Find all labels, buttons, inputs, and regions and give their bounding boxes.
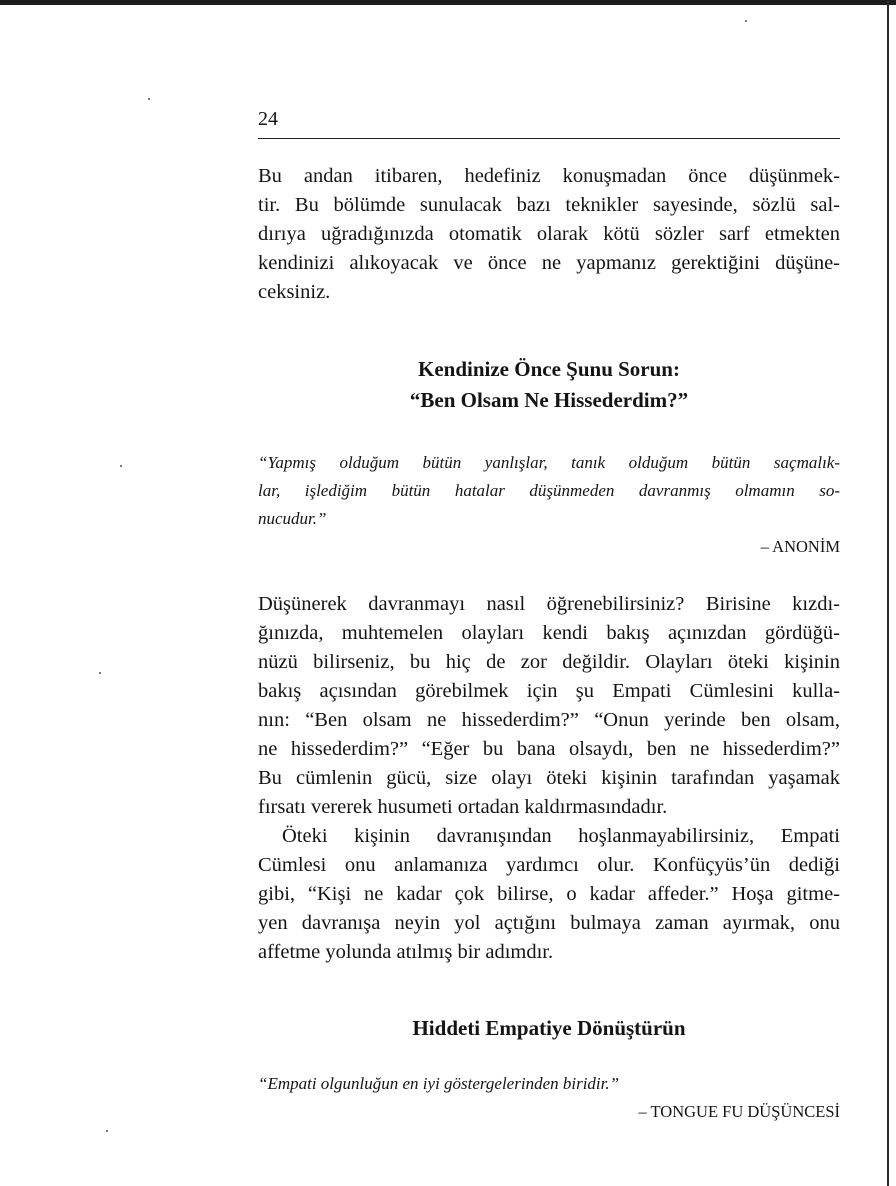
section-heading [258, 354, 840, 416]
text-line: yen davranışa neyin yol açtığını bulmaya zaman ayırmak, onu [258, 912, 840, 934]
text-line: dırıya uğradığınızda otomatik olarak kötü sözler sarf etmekten [258, 223, 840, 245]
heading-line: “Ben Olsam Ne Hissederdim?” [409, 388, 689, 412]
text-line: Cümlesi onu anlamanıza yardımcı olur. Konfüçyüs’ün dediği [258, 854, 840, 876]
intro-paragraph [258, 162, 840, 307]
text-line: nüzü bilirseniz, bu hiç de zor değildir. Olayları öteki kişinin [258, 651, 840, 673]
body-paragraph [258, 822, 840, 967]
text-line: tir. Bu bölümde sunulacak bazı teknikler sayesinde, sözlü sal- [258, 194, 840, 216]
heading-line: Kendinize Önce Şunu Sorun: [418, 357, 680, 381]
quote-line: nucudur.” [258, 509, 327, 528]
header-rule [258, 138, 840, 139]
text-line: ğınızda, muhtemelen olayları kendi bakış açınızdan gördüğü- [258, 622, 840, 644]
epigraph-attribution: – ANONİM [760, 537, 840, 556]
page-number: 24 [258, 108, 278, 130]
epigraph-quote [258, 449, 840, 533]
text-line: Düşünerek davranmayı nasıl öğrenebilirsiniz? Birisine kızdı- [258, 593, 840, 615]
text-line: Bu cümlenin gücü, size olayı öteki kişinin tarafından yaşamak [258, 767, 840, 789]
scan-speck [745, 20, 747, 22]
text-line: affetme yolunda atılmış bir adımdır. [258, 941, 554, 963]
text-line: Bu andan itibaren, hedefiniz konuşmadan önce düşünmek- [258, 165, 840, 187]
scan-speck [106, 1130, 108, 1132]
quote-line: “Empati olgunluğun en iyi göstergelerinden biridir.” [258, 1074, 620, 1093]
text-line: Öteki kişinin davranışından hoşlanmayabilirsiniz, Empati [282, 825, 840, 847]
scan-speck [99, 672, 101, 674]
text-line: gibi, “Kişi ne kadar çok bilirse, o kadar affeder.” Hoşa gitme- [258, 883, 840, 905]
epigraph-attribution: – TONGUE FU DÜŞÜNCESİ [638, 1102, 840, 1121]
text-line: bakış açısından görebilmek için şu Empati Cümlesini kulla- [258, 680, 840, 702]
scan-speck [120, 465, 122, 467]
epigraph-quote [258, 1070, 840, 1098]
top-scan-border [0, 0, 896, 5]
text-line: ceksiniz. [258, 281, 331, 303]
scan-speck [148, 98, 150, 100]
text-line: ne hissederdim?” “Eğer bu bana olsaydı, ben ne hissederdim?” [258, 738, 840, 760]
quote-line: “Yapmış olduğum bütün yanlışlar, tanık olduğum bütün saçmalık- [258, 453, 840, 472]
body-paragraph [258, 590, 840, 822]
quote-line: lar, işlediğim bütün hatalar düşünmeden davranmış olmamın so- [258, 481, 840, 500]
text-line: fırsatı vererek husumeti ortadan kaldırmasındadır. [258, 796, 668, 818]
text-line: kendinizi alıkoyacak ve önce ne yapmanız gerektiğini düşüne- [258, 252, 840, 274]
section-heading: Hiddeti Empatiye Dönüştürün [412, 1016, 686, 1040]
text-line: nın: “Ben olsam ne hissederdim?” “Onun yerinde ben olsam, [258, 709, 840, 731]
right-scan-edge [887, 0, 889, 1186]
